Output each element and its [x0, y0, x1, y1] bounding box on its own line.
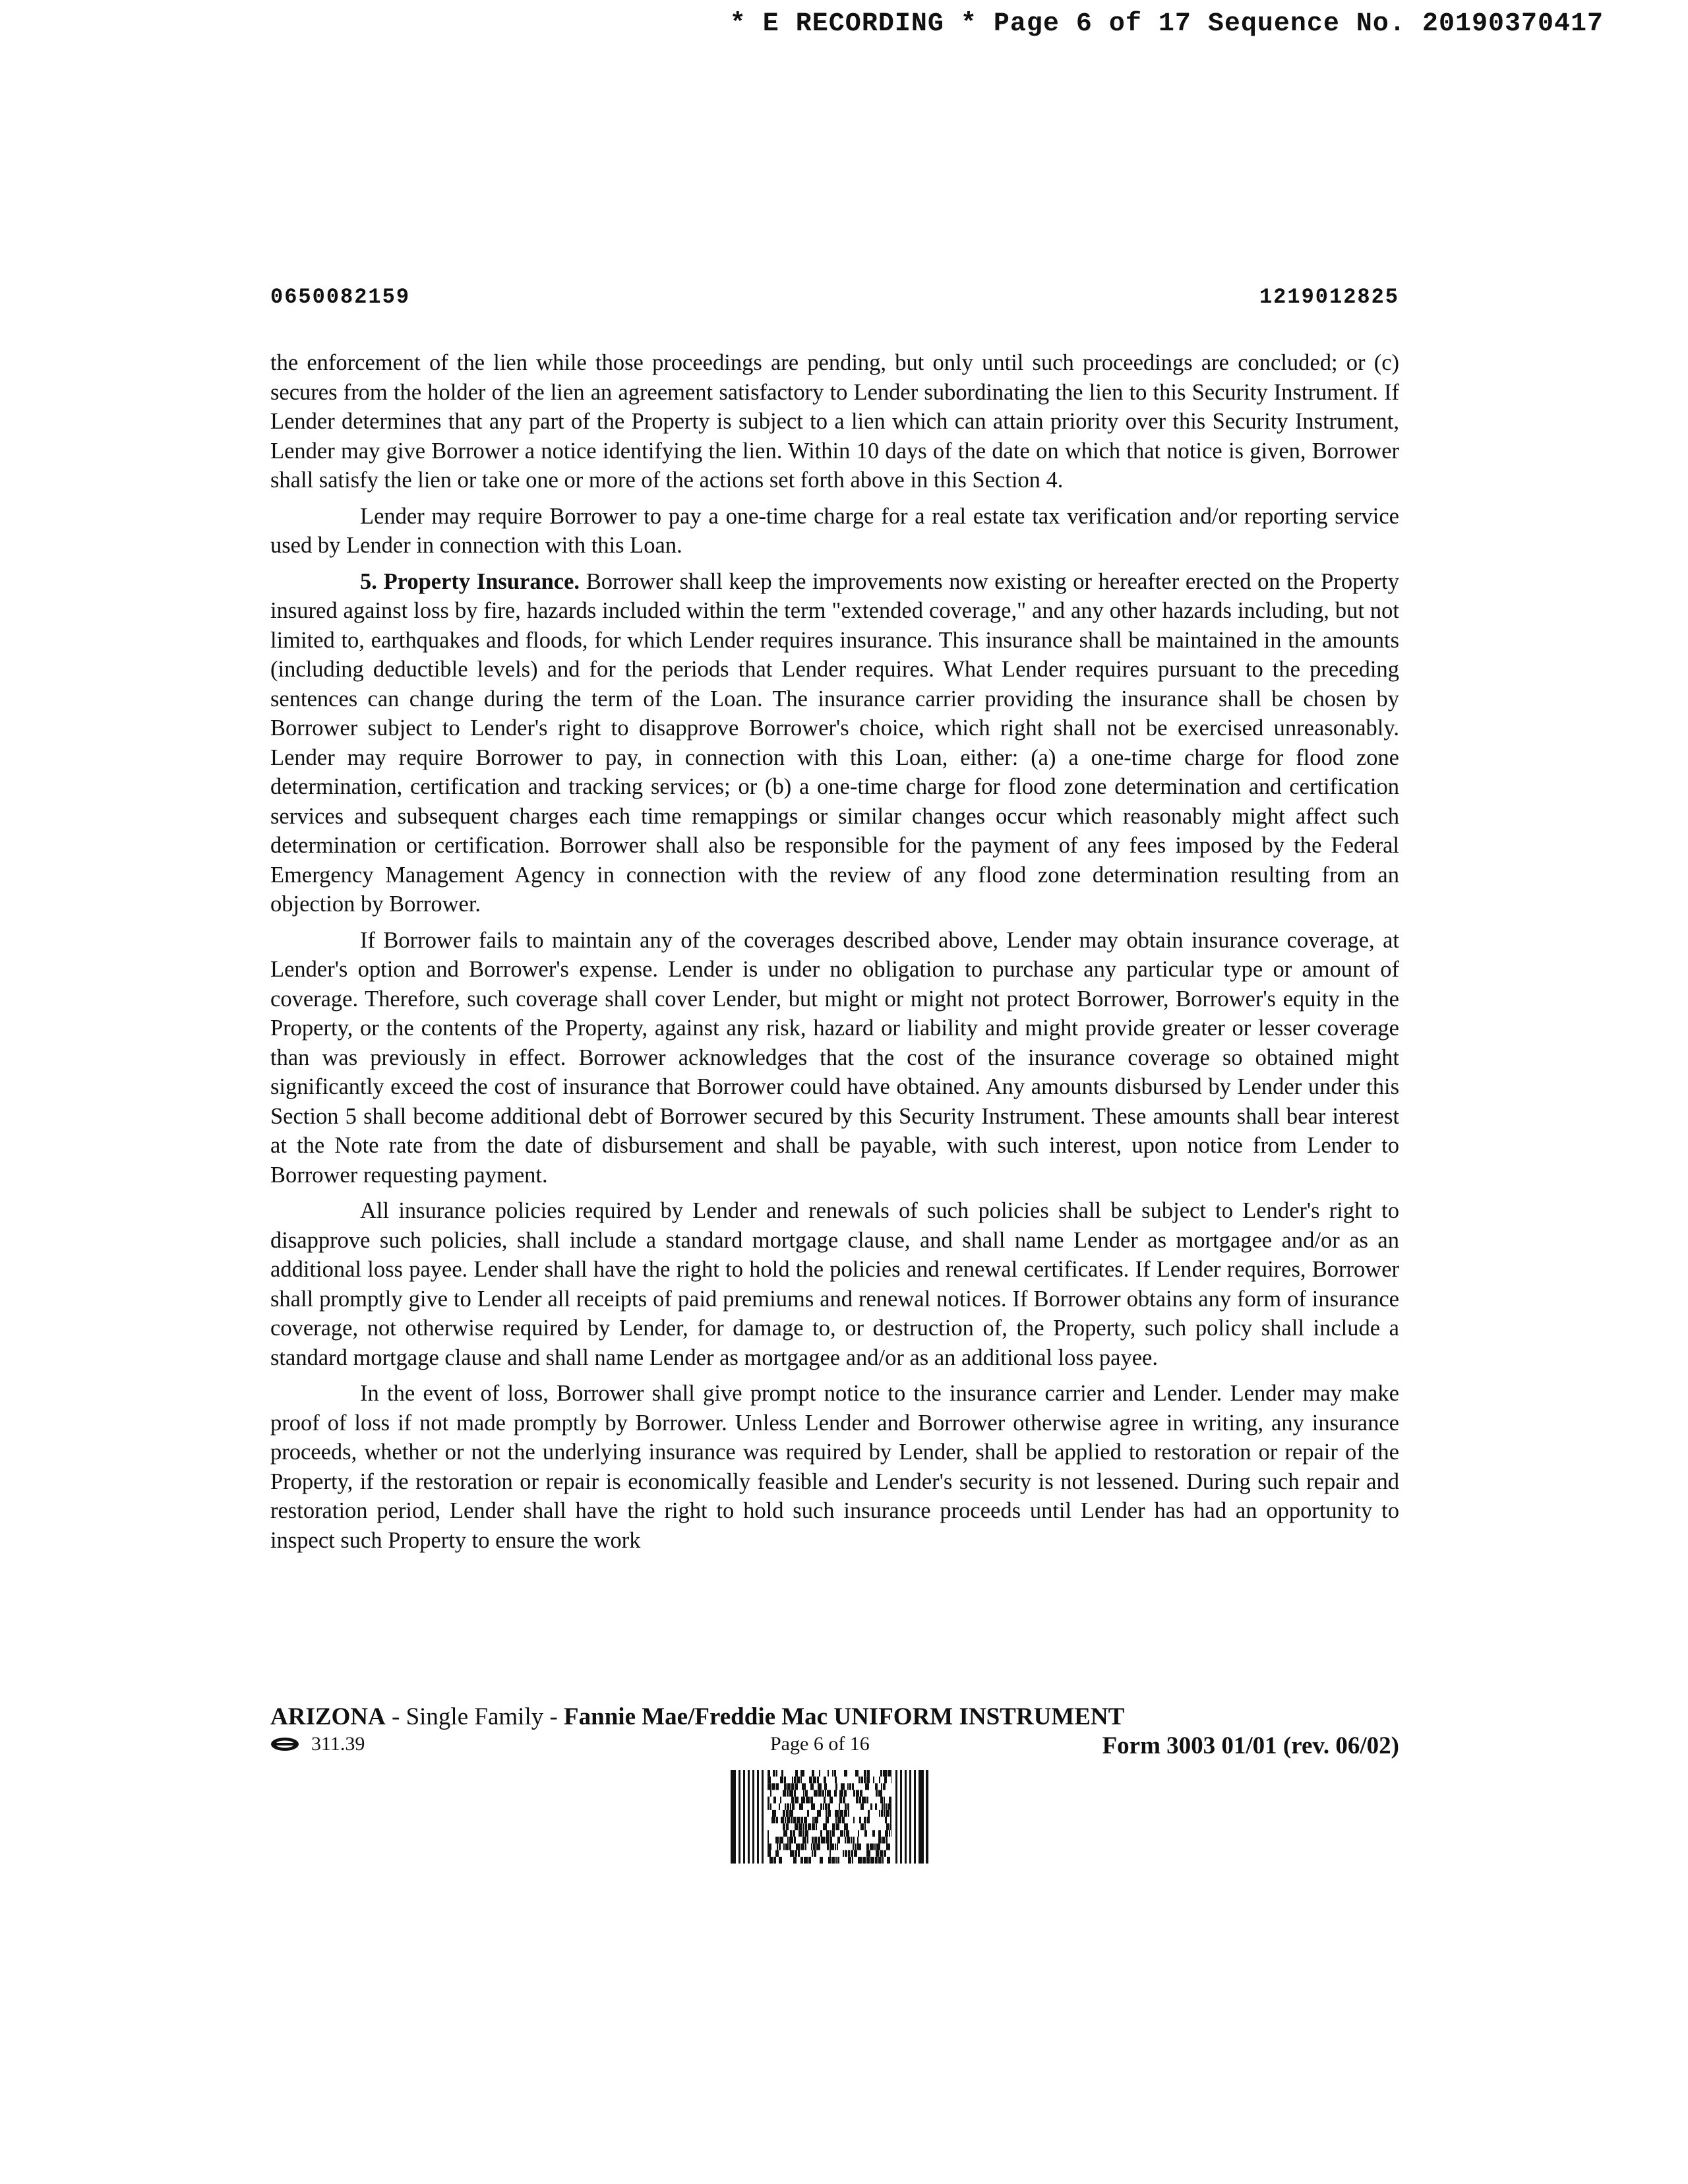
form-number: Form 3003 01/01 (rev. 06/02)	[1102, 1732, 1399, 1759]
recording-header: * E RECORDING * Page 6 of 17 Sequence No. 20190370417	[729, 9, 1604, 39]
footer-form-code	[270, 1733, 365, 1755]
paragraph-lien-continuation: the enforcement of the lien while those proceedings are pending, but only until such proceedings are concluded; or (c) secures from the holder of the lien an agreement satisfactory to Lender subordinating the lien to this Security Instrument. If Lender determines that any part of the Property is subject to a lien which can attain priority over this Security Instrument, Lender may give Borrower a notice identifying the lien. Within 10 days of the date on which that notice is given, Borrower shall satisfy the lien or take one or more of the actions set forth above in this Section 4.	[270, 350, 1399, 493]
page-number: Page 6 of 16	[770, 1733, 870, 1755]
footer-separator: - Single Family -	[385, 1703, 564, 1730]
footer-state: ARIZONA	[270, 1703, 386, 1730]
paragraph-event-of-loss: In the event of loss, Borrower shall give prompt notice to the insurance carrier and Lender. Lender may make proof of loss if not made promptly by Borrower. Unless Lender and Borrower otherwise agree in writing, any insurance proceeds, whether or not the underlying insurance was required by Lender, shall be applied to restoration or repair of the Property, if the restoration or repair is economically feasible and Lender's security is not lessened. During such repair and restoration period, Lender shall have the right to hold such insurance proceeds until Lender has had an opportunity to inspect such Property to ensure the work	[270, 1381, 1399, 1553]
form-code-text: 311.39	[311, 1733, 365, 1755]
paragraph-coverage-failure: If Borrower fails to maintain any of the coverages described above, Lender may obtain insurance coverage, at Lender's option and Borrower's expense. Lender is under no obligation to purchase any particular type or amount of coverage. Therefore, such coverage shall cover Lender, but might or might not protect Borrower, Borrower's equity in the Property, or the contents of the Property, against any risk, hazard or liability and might provide greater or lesser coverage than was previously in effect. Borrower acknowledges that the cost of the insurance coverage so obtained might significantly exceed the cost of insurance that Borrower could have obtained. Any amounts disbursed by Lender under this Section 5 shall become additional debt of Borrower secured by this Security Instrument. These amounts shall bear interest at the Note rate from the date of disbursement and shall be payable, with such interest, upon notice from Lender to Borrower requesting payment.	[270, 927, 1399, 1188]
footer-instrument-line	[270, 1703, 1124, 1731]
pdf417-barcode	[731, 1770, 928, 1864]
vmp-logo-icon	[270, 1737, 301, 1751]
paragraph-property-insurance	[270, 567, 1399, 919]
footer-row	[270, 1733, 1399, 1766]
section-heading-property-insurance: 5. Property Insurance.	[360, 568, 580, 594]
loan-ids	[270, 285, 1399, 309]
document-body	[270, 348, 1399, 1562]
paragraph-tax-verification: Lender may require Borrower to pay a one-time charge for a real estate tax verification and/or reporting service used by Lender in connection with this Loan.	[270, 503, 1399, 558]
loan-number-left: 0650082159	[270, 285, 411, 309]
loan-number-right: 1219012825	[1259, 285, 1399, 309]
footer-instrument: Fannie Mae/Freddie Mac UNIFORM INSTRUMENT	[564, 1703, 1125, 1730]
paragraph-property-insurance-text: Borrower shall keep the improvements now existing or hereafter erected on the Property insured against loss by fire, hazards included within the term "extended coverage," and any other hazards including, but not limited to, earthquakes and floods, for which Lender requires insurance. This insurance shall be maintained in the amounts (including deductible levels) and for the periods that Lender requires. What Lender requires pursuant to the preceding sentences can change during the term of the Loan. The insurance carrier providing the insurance shall be chosen by Borrower subject to Lender's right to disapprove Borrower's choice, which right shall not be exercised unreasonably. Lender may require Borrower to pay, in connection with this Loan, either: (a) a one-time charge for flood zone determination, certification and tracking services; or (b) a one-time charge for flood zone determination and certification services and subsequent charges each time remappings or similar changes occur which reasonably might affect such determination or certification. Borrower shall also be responsible for the payment of any fees imposed by the Federal Emergency Management Agency in connection with the review of any flood zone determination resulting from an objection by Borrower.	[270, 568, 1399, 917]
paragraph-insurance-policies: All insurance policies required by Lender and renewals of such policies shall be subject to Lender's right to disapprove such policies, shall include a standard mortgage clause, and shall name Lender as mortgagee and/or as an additional loss payee. Lender shall have the right to hold the policies and renewal certificates. If Lender requires, Borrower shall promptly give to Lender all receipts of paid premiums and renewal notices. If Borrower obtains any form of insurance coverage, not otherwise required by Lender, for damage to, or destruction of, the Property, such policy shall include a standard mortgage clause and shall name Lender as mortgagee and/or as an additional loss payee.	[270, 1198, 1399, 1370]
